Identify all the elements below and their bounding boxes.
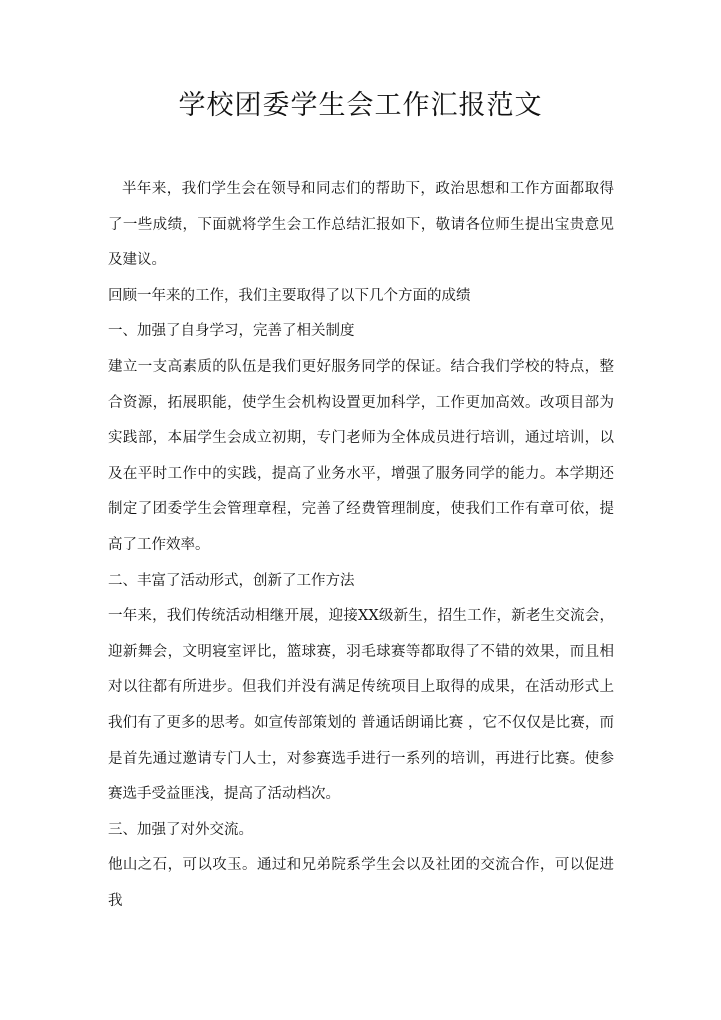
review-paragraph: 回顾一年来的工作，我们主要取得了以下几个方面的成绩 [108,287,471,304]
section-paragraph-2: 一年来，我们传统活动相继开展，迎接XX级新生，招生工作，新老生交流会，迎新舞会，文明寝室评比，篮球赛，羽毛球赛等都取得了不错的效果，而且相对以往都有所进步。但我们并没有满足传统项目上取得的成果，在活动形式上我们有了更多的思考。如宣传部策划的 普通话朗诵比赛 ，它不仅仅是比赛，而是首先通过邀请专门人士，对参赛选手进行一系列的培训，再进行比赛。使参赛选手受益匪浅，提高了活动档次。 [108,608,614,803]
section-paragraph-1: 建立一支高素质的队伍是我们更好服务同学的保证。结合我们学校的特点，整合资源，拓展职能，使学生会机构设置更加科学，工作更加高效。改项目部为实践部，本届学生会成立初期，专门老师为全体成员进行培训，通过培训，以及在平时工作中的实践，提高了业务水平，增强了服务同学的能力。本学期还制定了团委学生会管理章程，完善了经费管理制度，使我们工作有章可依，提高了工作效率。 [108,358,614,553]
document-title: 学校团委学生会工作汇报范文 [178,90,543,121]
section-heading-2: 二、丰富了活动形式，创新了工作方法 [108,572,355,589]
document-body [108,172,614,919]
section-heading-3: 三、加强了对外交流。 [108,821,253,838]
section-paragraph-3: 他山之石，可以攻玉。通过和兄弟院系学生会以及社团的交流合作，可以促进我 [108,857,614,909]
intro-paragraph: 半年来，我们学生会在领导和同志们的帮助下，政治思想和工作方面都取得了一些成绩，下面就将学生会工作总结汇报如下，敬请各位师生提出宝贵意见及建议。 [108,181,614,269]
section-heading-1: 一、加强了自身学习，完善了相关制度 [108,323,355,340]
